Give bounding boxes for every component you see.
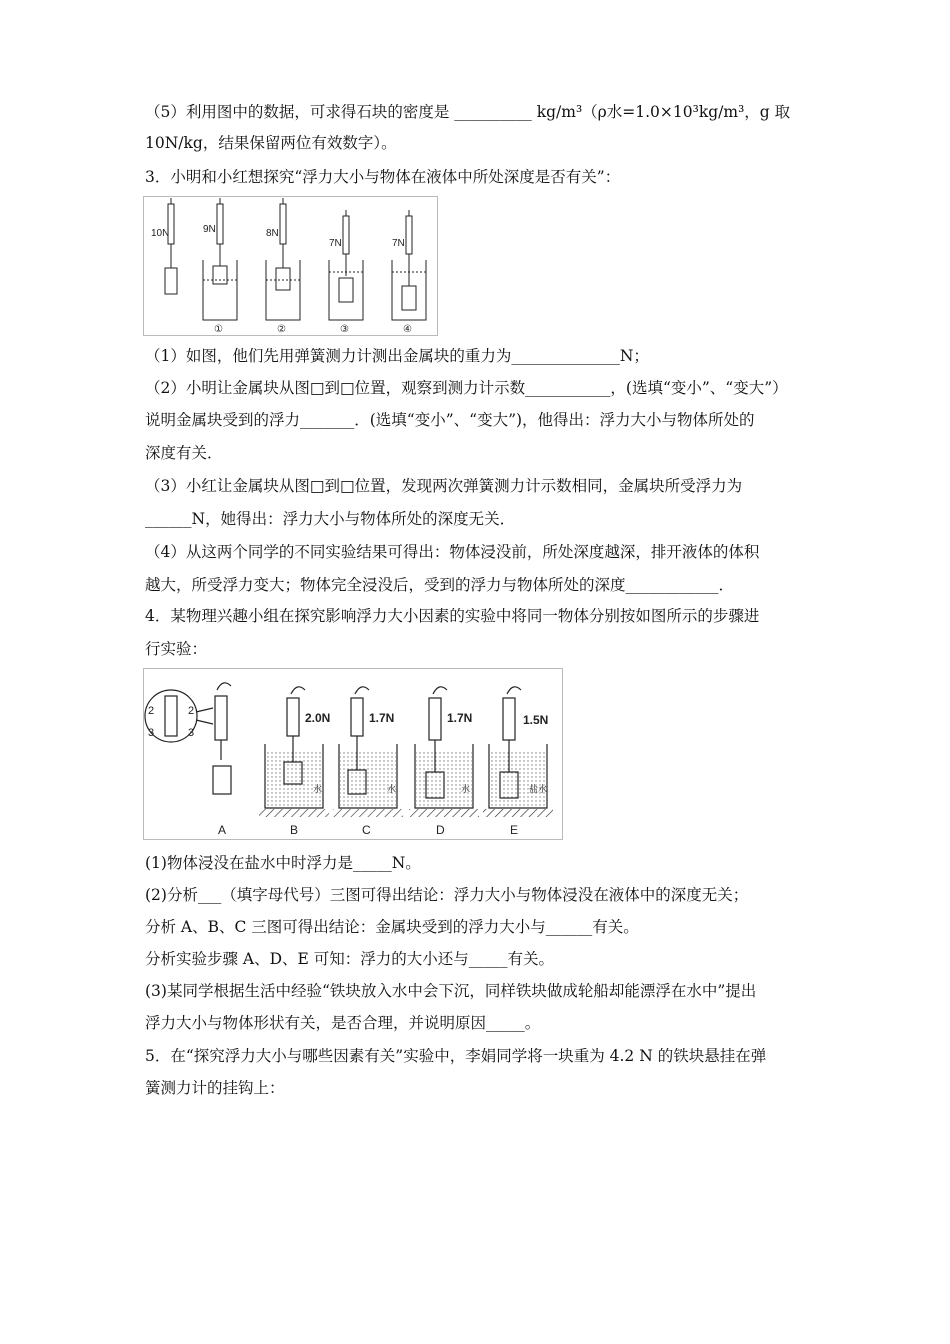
meter-A	[213, 683, 231, 794]
question-3-part-3-line-2: ______N，她得出：浮力大小与物体所处的深度无关．	[145, 510, 516, 528]
question-4-part-2-line-3: 分析实验步骤 A、D、E 可知：浮力的大小还与_____有关。	[145, 950, 555, 968]
letter-C: C	[362, 823, 371, 837]
spring-meter-3	[329, 210, 363, 320]
question-4-part-1: (1)物体浸没在盐水中时浮力是_____N。	[145, 854, 421, 872]
question-2-part-5-line-2: 10N/kg，结果保留两位有效数字）。	[145, 134, 397, 152]
label-1: ①	[214, 324, 223, 335]
spring-meter-0	[165, 198, 177, 294]
letter-A: A	[218, 823, 227, 837]
spring-meter-2	[266, 198, 300, 320]
spring-meter-4	[392, 210, 426, 320]
liquid-C: 水	[387, 784, 397, 794]
label-3: ③	[340, 324, 349, 335]
scale-mark-2: 2	[188, 705, 195, 717]
question-3-part-3-line-1: （3）小红让金属块从图□到□位置，发现两次弹簧测力计示数相同，金属块所受浮力为	[145, 477, 743, 495]
question-4-part-3-line-2: 浮力大小与物体形状有关，是否合理，并说明原因_____。	[145, 1014, 541, 1032]
liquid-D: 水	[461, 784, 471, 794]
question-5-stem-line-2: 簧测力计的挂钩上：	[145, 1079, 285, 1097]
reading-D: 1.7N	[447, 711, 473, 725]
question-3-stem: 3．小明和小红想探究“浮力大小与物体在液体中所处深度是否有关”：	[145, 168, 621, 186]
question-3-part-2-line-3: 深度有关．	[145, 444, 223, 462]
question-3-part-4-line-1: （4）从这两个同学的不同实验结果可得出：物体浸没前，所处深度越深，排开液体的体积	[145, 543, 760, 561]
scale-mark-1: 2	[148, 705, 155, 717]
question-3-part-4-line-2: 越大，所受浮力变大；物体完全浸没后，受到的浮力与物体所处的深度____________．	[145, 576, 735, 594]
question-4-stem-line-2: 行实验：	[145, 640, 208, 658]
question-4-stem-line-1: 4．某物理兴趣小组在探究影响浮力大小因素的实验中将同一物体分别按如图所示的步骤进	[145, 607, 760, 625]
liquid-B: 水	[313, 784, 323, 794]
scale-mark-3: 3	[148, 727, 155, 739]
reading-1: 9N	[203, 224, 216, 235]
spring-meter-1	[203, 198, 237, 320]
reading-2: 8N	[266, 228, 279, 239]
question-3-part-2-line-1: （2）小明让金属块从图□到□位置，观察到测力计示数___________，(选填“变小”、“变大”）	[145, 379, 788, 397]
reading-E: 1.5N	[523, 713, 549, 727]
letter-E: E	[510, 823, 519, 837]
figure-buoyancy-steps	[143, 668, 563, 840]
reading-B: 2.0N	[305, 711, 331, 725]
label-4: ④	[403, 324, 412, 335]
question-4-part-2-line-2: 分析 A、B、C 三图可得出结论：金属块受到的浮力大小与______有关。	[145, 918, 639, 936]
letter-D: D	[436, 823, 445, 837]
question-3-part-1: （1）如图，他们先用弹簧测力计测出金属块的重力为______________N；	[145, 347, 649, 365]
question-2-part-5-line-1: （5）利用图中的数据，可求得石块的密度是 __________ kg/m³（ρ水=1.0×10³kg/m³，g 取	[145, 103, 791, 121]
figure-depth-experiment	[143, 196, 438, 336]
question-4-part-3-line-1: (3)某同学根据生活中经验“铁块放入水中会下沉，同样铁块做成轮船却能漂浮在水中”提出	[145, 982, 757, 1000]
letter-B: B	[290, 823, 299, 837]
label-2: ②	[277, 324, 286, 335]
reading-C: 1.7N	[369, 711, 395, 725]
reading-4: 7N	[392, 238, 405, 249]
scale-mark-4: 3	[188, 727, 195, 739]
question-4-part-2-line-1: (2)分析___（填字母代号）三图可得出结论：浮力大小与物体浸没在液体中的深度无关；	[145, 886, 749, 904]
question-3-part-2-line-2: 说明金属块受到的浮力_______．(选填“变小”、“变大”)，他得出：浮力大小与物体所处的	[145, 411, 755, 429]
liquid-E: 盐水	[529, 784, 548, 794]
scale-magnifier	[145, 690, 213, 742]
reading-3: 7N	[329, 238, 342, 249]
reading-0: 10N	[151, 228, 170, 239]
question-5-stem-line-1: 5．在“探究浮力大小与哪些因素有关”实验中，李娟同学将一块重为 4.2 N 的铁块悬挂在弹	[145, 1047, 767, 1065]
